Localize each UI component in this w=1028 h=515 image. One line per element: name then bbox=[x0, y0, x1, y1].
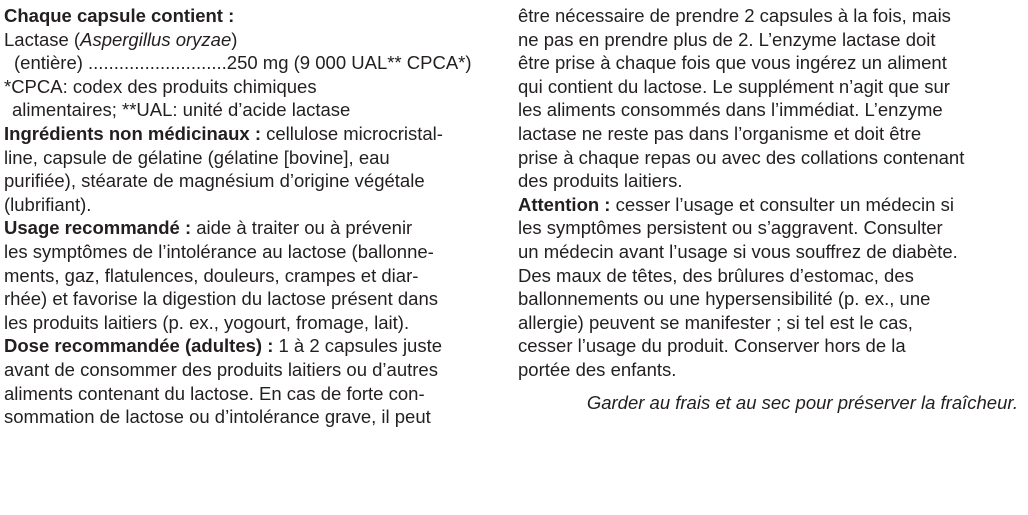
usage-text: aide à traiter ou à prévenir bbox=[191, 217, 413, 239]
amount-line: (entière) ...........................250 mg (9 000 UAL** CPCA*) bbox=[14, 52, 472, 74]
usage-text: les produits laitiers (p. ex., yogourt, fromage, lait). bbox=[4, 311, 410, 333]
usage-text: les symptômes de l’intolérance au lactose (ballonne- bbox=[4, 240, 434, 262]
non-medicinal-text: (lubrifiant). bbox=[4, 193, 92, 215]
non-medicinal-text: cellulose microcristal- bbox=[260, 122, 443, 144]
ingredient-latin-name: Aspergillus oryzae bbox=[80, 28, 232, 50]
caution-text: les symptômes persistent ou s’aggravent. Consulter bbox=[518, 217, 943, 239]
dose-text: des produits laitiers. bbox=[518, 170, 683, 192]
caution-text: Des maux de têtes, des brûlures d’estomac, des bbox=[518, 264, 914, 286]
dose-text: sommation de lactose ou d’intolérance grave, il peut bbox=[4, 406, 431, 428]
caution-text: cesser l’usage du produit. Conserver hors de la bbox=[518, 335, 906, 357]
caution-text: cesser l’usage et consulter un médecin si bbox=[610, 193, 954, 215]
dose-section bbox=[4, 334, 504, 428]
right-column bbox=[518, 4, 1024, 414]
footnote-line-2: alimentaires; **UAL: unité d’acide lactase bbox=[12, 99, 351, 121]
dose-text: 1 à 2 capsules juste bbox=[273, 335, 443, 357]
caution-text: un médecin avant l’usage si vous souffrez de diabète. bbox=[518, 240, 958, 262]
caution-text: portée des enfants. bbox=[518, 358, 677, 380]
non-medicinal-section bbox=[4, 122, 504, 216]
contains-section bbox=[4, 4, 504, 122]
usage-text: rhée) et favorise la digestion du lactose présent dans bbox=[4, 288, 438, 310]
non-medicinal-text: line, capsule de gélatine (gélatine [bovine], eau bbox=[4, 146, 390, 168]
dose-text: qui contient du lactose. Le supplément n’agit que sur bbox=[518, 75, 950, 97]
caution-text: ballonnements ou une hypersensibilité (p. ex., une bbox=[518, 288, 931, 310]
dose-text: les aliments consommés dans l’immédiat. L’enzyme bbox=[518, 99, 943, 121]
dose-text: être prise à chaque fois que vous ingérez un aliment bbox=[518, 52, 947, 74]
left-column bbox=[4, 4, 504, 429]
dose-text: aliments contenant du lactose. En cas de forte con- bbox=[4, 382, 425, 404]
usage-text: ments, gaz, flatulences, douleurs, crampes et diar- bbox=[4, 264, 419, 286]
dose-text: prise à chaque repas ou avec des collations contenant bbox=[518, 146, 965, 168]
storage-tagline: Garder au frais et au sec pour préserver la fraîcheur. bbox=[586, 391, 1018, 413]
dose-text: ne pas en prendre plus de 2. L’enzyme lactase doit bbox=[518, 28, 936, 50]
dose-text: lactase ne reste pas dans l’organisme et doit être bbox=[518, 122, 922, 144]
usage-section bbox=[4, 216, 504, 334]
ingredient-close: ) bbox=[231, 28, 238, 50]
contains-heading: Chaque capsule contient : bbox=[4, 5, 235, 26]
ingredient-line bbox=[4, 28, 504, 52]
caution-text: allergie) peuvent se manifester ; si tel est le cas, bbox=[518, 311, 913, 333]
non-medicinal-label: Ingrédients non médicinaux : bbox=[4, 122, 261, 144]
non-medicinal-text: purifiée), stéarate de magnésium d’origine végétale bbox=[4, 170, 425, 192]
caution-section bbox=[518, 193, 1024, 382]
dose-label: Dose recommandée (adultes) : bbox=[4, 335, 274, 357]
dose-continued-section bbox=[518, 4, 1024, 193]
dose-text: avant de consommer des produits laitiers ou d’autres bbox=[4, 358, 438, 380]
caution-label: Attention : bbox=[518, 193, 611, 215]
usage-label: Usage recommandé : bbox=[4, 217, 192, 239]
footnote-line-1: *CPCA: codex des produits chimiques bbox=[4, 75, 317, 97]
dose-text: être nécessaire de prendre 2 capsules à la fois, mais bbox=[518, 5, 951, 26]
ingredient-name: Lactase ( bbox=[4, 28, 81, 50]
